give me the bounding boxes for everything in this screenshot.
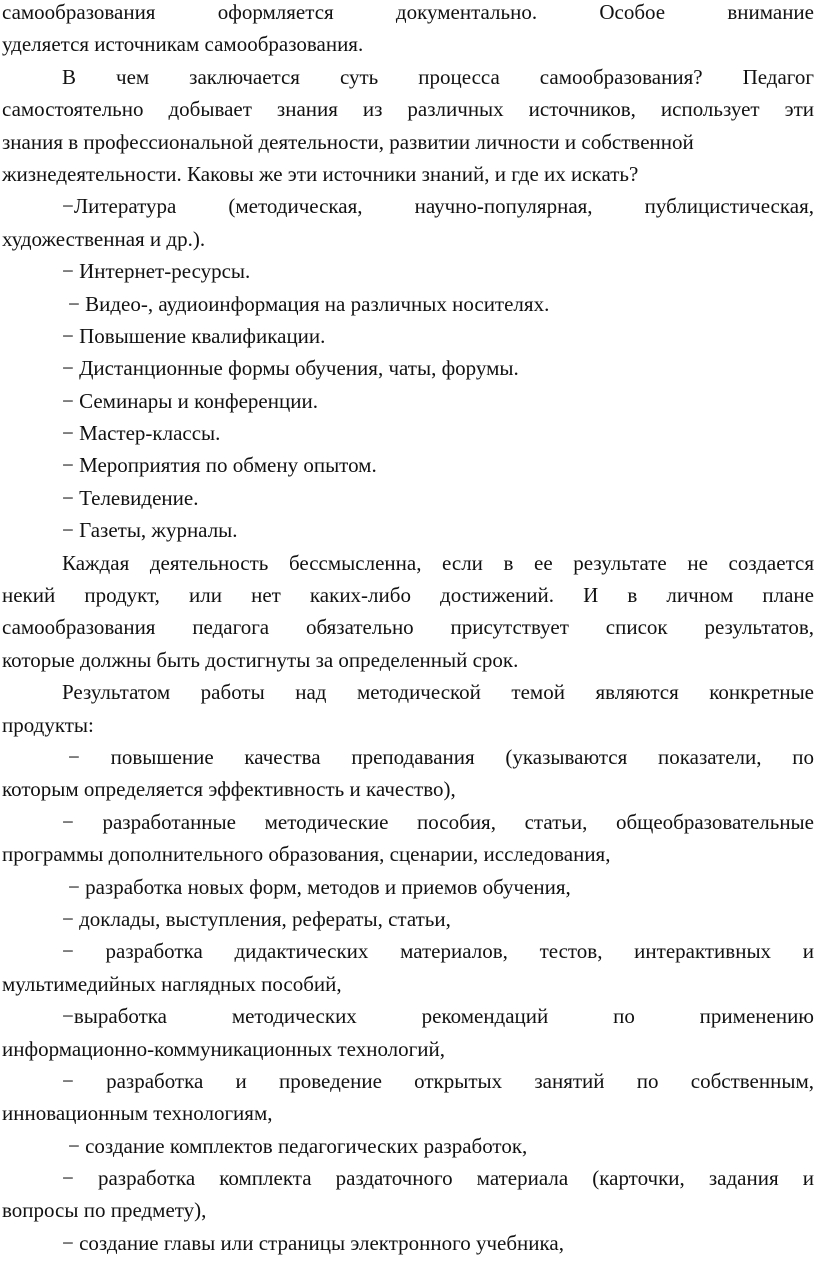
text-line: самообразования педагога обязательно присутствует список результатов, <box>2 615 814 640</box>
list-item: − Газеты, журналы. <box>62 518 238 543</box>
list-item: − повышение качества преподавания (указываются показатели, по <box>68 744 814 769</box>
list-item: − Видео-, аудиоинформация на различных носителях. <box>68 291 550 316</box>
text-line: программы дополнительного образования, сценарии, исследования, <box>2 842 611 867</box>
text-line: информационно-коммуникационных технологий, <box>2 1036 445 1061</box>
text-line: Результатом работы над методической темой являются конкретные <box>62 680 814 705</box>
list-item: − Мероприятия по обмену опытом. <box>62 453 377 478</box>
list-item: − разработка новых форм, методов и приемов обучения, <box>68 874 571 899</box>
text-line: художественная и др.). <box>2 226 206 251</box>
list-item: − разработка дидактических материалов, тестов, интерактивных и <box>62 939 814 964</box>
list-item: − Интернет-ресурсы. <box>62 259 251 284</box>
list-item: − Дистанционные формы обучения, чаты, форумы. <box>62 356 519 381</box>
text-line: инновационным технологиям, <box>2 1101 273 1126</box>
text-line: уделяется источникам самообразования. <box>2 32 364 57</box>
list-item: − создание главы или страницы электронного учебника, <box>62 1230 564 1255</box>
list-item: − разработка и проведение открытых занятий по собственным, <box>62 1068 814 1093</box>
list-item: − Телевидение. <box>62 485 199 510</box>
text-line: В чем заключается суть процесса самообразования? Педагог <box>62 64 814 89</box>
text-line: мультимедийных наглядных пособий, <box>2 971 342 996</box>
list-item: −Литература (методическая, научно-популярная, публицистическая, <box>62 194 814 219</box>
text-line: самообразования оформляется документально. Особое внимание <box>2 0 814 24</box>
text-line: которым определяется эффективность и качество), <box>2 777 456 802</box>
text-line: жизнедеятельности. Каковы же эти источники знаний, и где их искать? <box>2 161 639 186</box>
list-item: − разработанные методические пособия, статьи, общеобразовательные <box>62 809 814 834</box>
list-item: − разработка комплекта раздаточного материала (карточки, задания и <box>62 1166 814 1191</box>
text-line: Каждая деятельность бессмысленна, если в ее результате не создается <box>62 550 814 575</box>
list-item: − создание комплектов педагогических разработок, <box>68 1133 528 1158</box>
text-line: вопросы по предмету), <box>2 1198 207 1223</box>
text-line: самостоятельно добывает знания из различных источников, использует эти <box>2 97 814 122</box>
list-item: − доклады, выступления, рефераты, статьи, <box>62 906 451 931</box>
text-line: некий продукт, или нет каких-либо достижений. И в личном плане <box>2 583 814 608</box>
list-item: − Повышение квалификации. <box>62 323 326 348</box>
list-item: − Мастер-классы. <box>62 421 221 446</box>
text-line: которые должны быть достигнуты за определенный срок. <box>2 647 519 672</box>
text-line: знания в профессиональной деятельности, развитии личности и собственной <box>2 129 694 154</box>
list-item: − Семинары и конференции. <box>62 388 318 413</box>
list-item: −выработка методических рекомендаций по применению <box>62 1004 814 1029</box>
text-line: продукты: <box>2 712 94 737</box>
